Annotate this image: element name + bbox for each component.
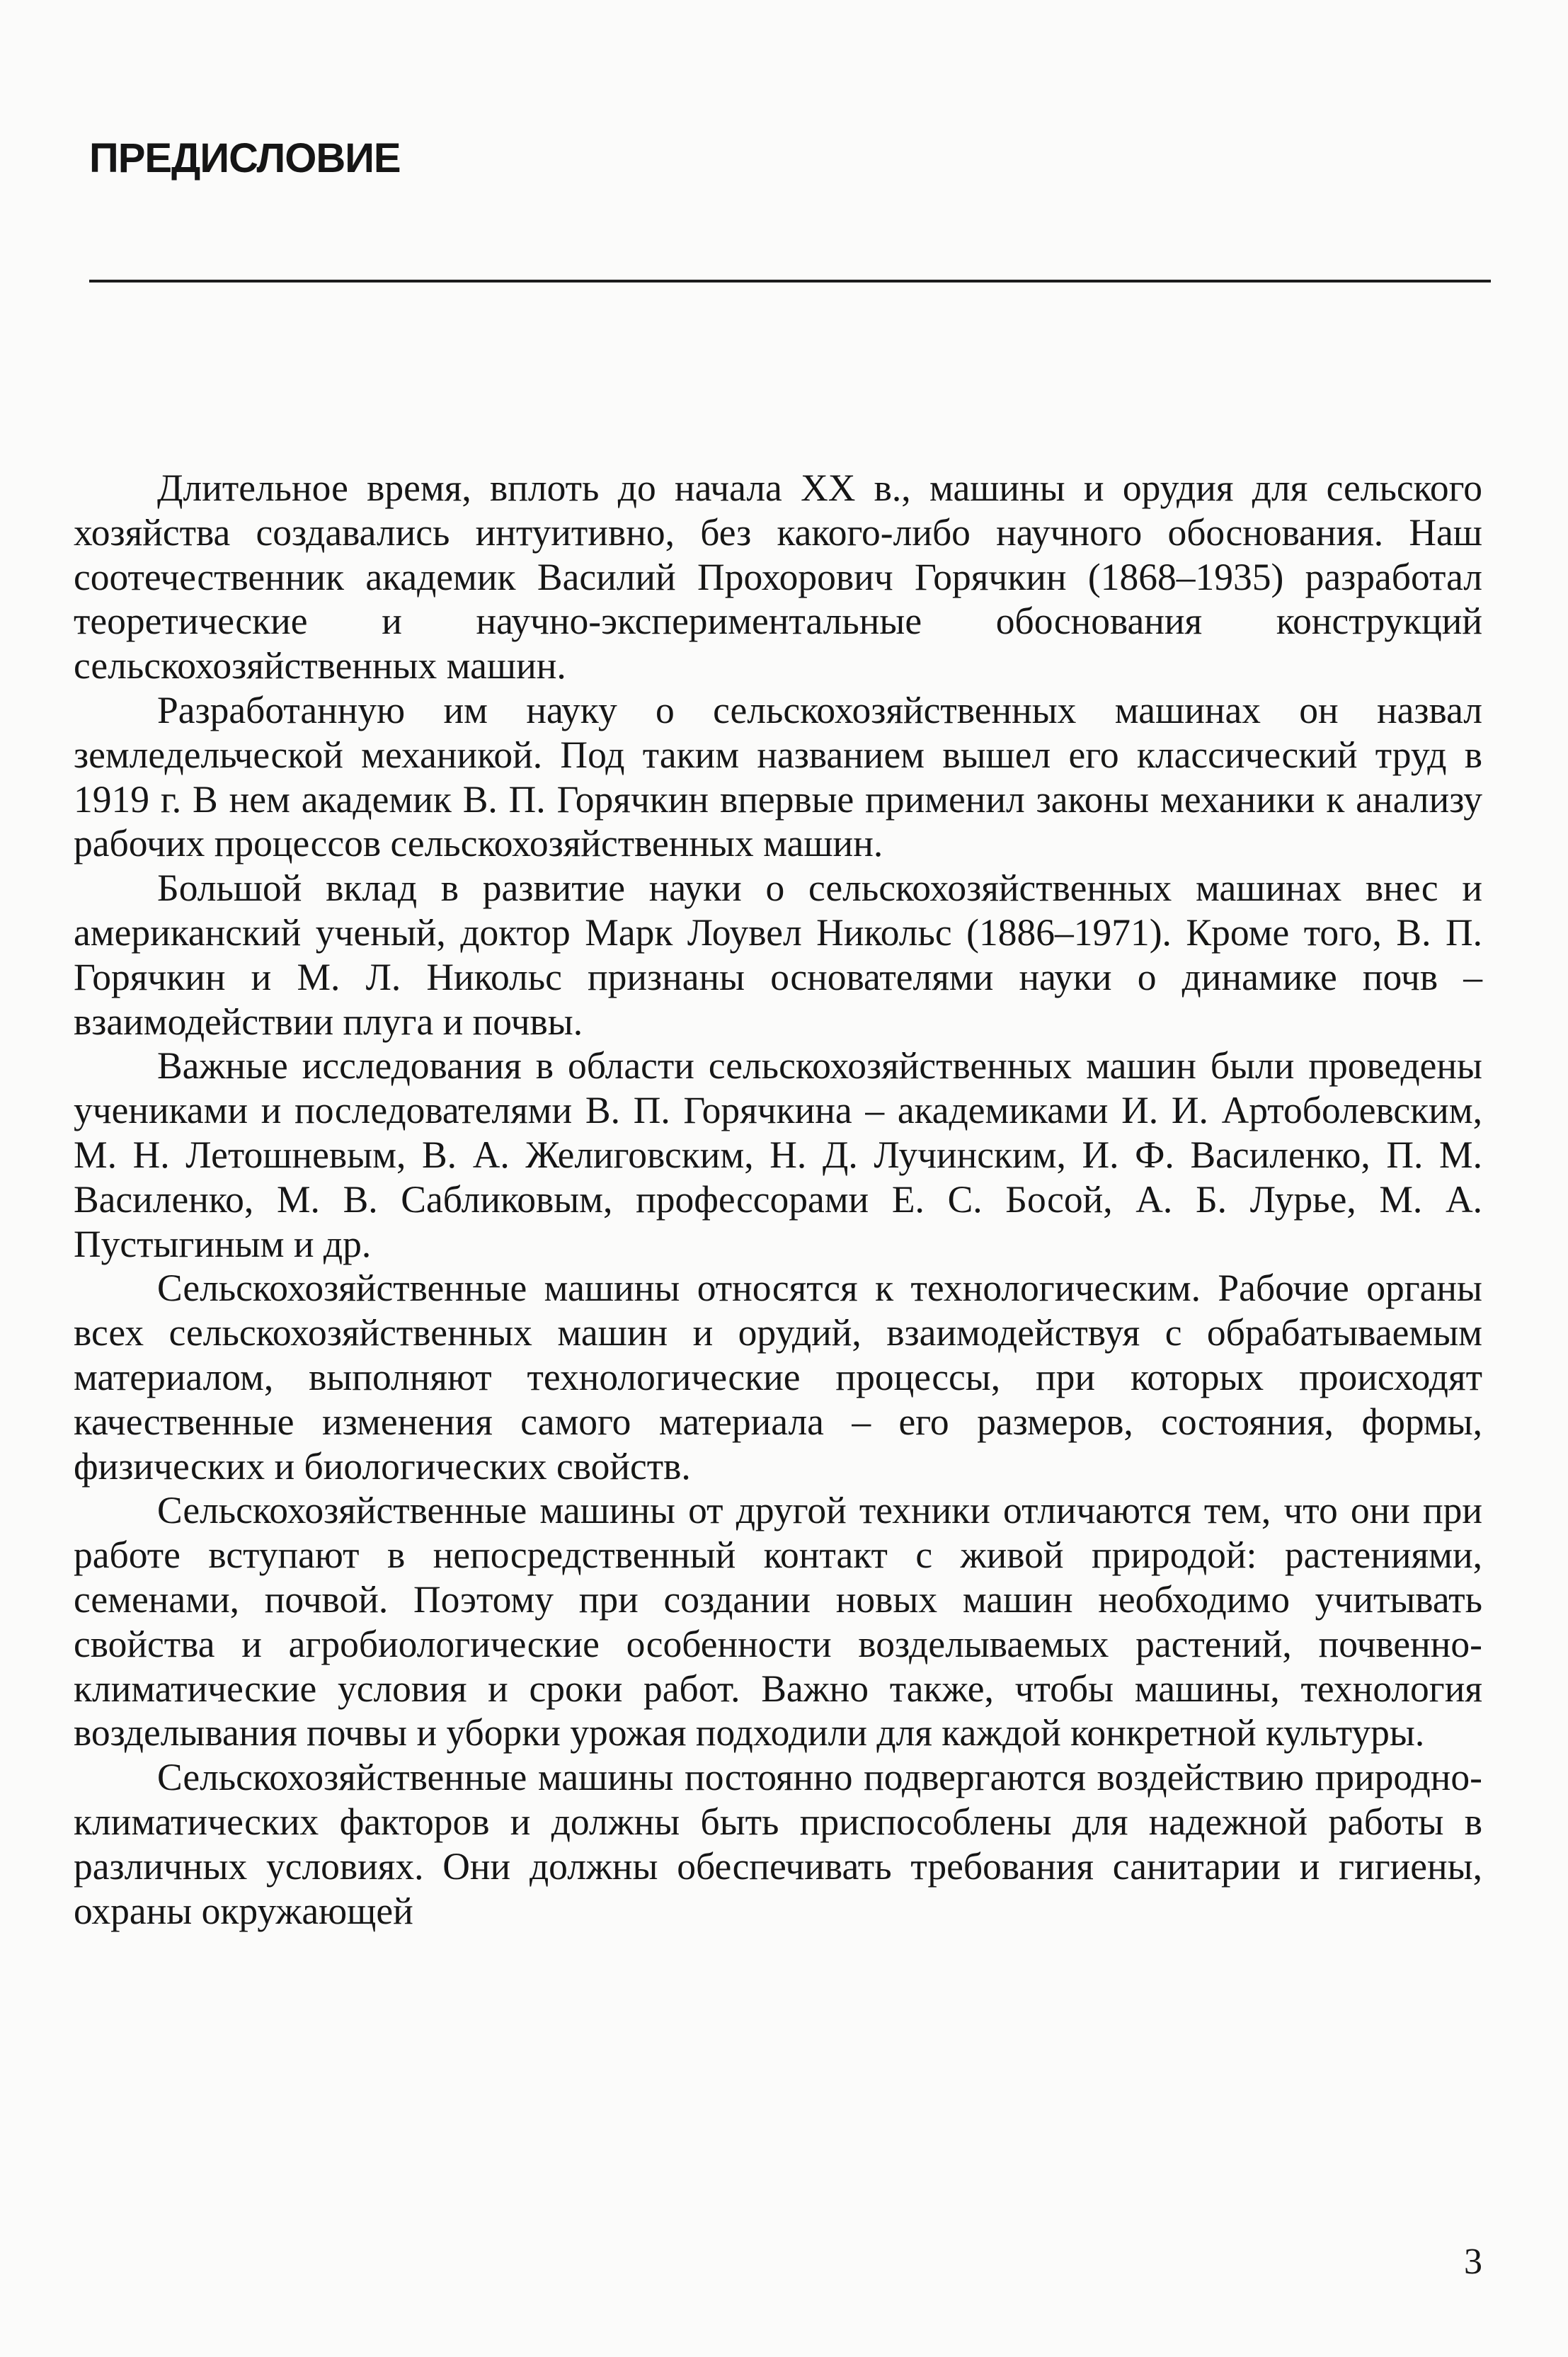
page-number: 3 (1464, 2242, 1482, 2282)
paragraph-2: Разработанную им науку о сельскохозяйственных машинах он назвал земледельческой механикой. Под таким названием вышел его классический труд в 1919 г. В нем академик В. П. Горячкин впервые применил законы механики к анализу рабочих процессов сельскохозяйственных машин. (74, 688, 1482, 865)
page-title: ПРЕДИСЛОВИЕ (89, 135, 401, 181)
paragraph-7: Сельскохозяйственные машины постоянно подвергаются воздействию природно-климатических факторов и должны быть приспособлены для надежной работы в различных условиях. Они должны обеспечивать требования санитарии и гигиены, охраны окружающей (74, 1756, 1482, 1932)
heading-divider (89, 280, 1491, 283)
paragraph-4: Важные исследования в области сельскохозяйственных машин были проведены учениками и последователями В. П. Горячкина – академиками И. И. Артоболевским, М. Н. Летошневым, В. А. Желиговским, Н. Д. Лучинским, И. Ф. Василенко, П. М. Василенко, М. В. Сабликовым, профессорами Е. С. Босой, А. Б. Лурье, М. А. Пустыгиным и др. (74, 1044, 1482, 1265)
paragraph-3: Большой вклад в развитие науки о сельскохозяйственных машинах внес и американский ученый, доктор Марк Лоувел Никольс (1886–1971). Кроме того, В. П. Горячкин и М. Л. Никольс признаны основателями науки о динамике почв – взаимодействии плуга и почвы. (74, 867, 1482, 1043)
paragraph-1: Длительное время, вплоть до начала XX в., машины и орудия для сельского хозяйства создавались интуитивно, без какого-либо научного обоснования. Наш соотечественник академик Василий Прохорович Горячкин (1868–1935) разработал теоретические и научно-экспериментальные обоснования конструкций сельскохозяйственных машин. (74, 467, 1482, 687)
body-text (74, 466, 1482, 1933)
paragraph-6: Сельскохозяйственные машины от другой техники отличаются тем, что они при работе вступают в непосредственный контакт с живой природой: растениями, семенами, почвой. Поэтому при создании новых машин необходимо учитывать свойства и агробиологические особенности возделываемых растений, почвенно-климатические условия и сроки работ. Важно также, чтобы машины, технология возделывания почвы и уборки урожая подходили для каждой конкретной культуры. (74, 1489, 1482, 1754)
paragraph-5: Сельскохозяйственные машины относятся к технологическим. Рабочие органы всех сельскохозяйственных машин и орудий, взаимодействуя с обрабатываемым материалом, выполняют технологические процессы, при которых происходят качественные изменения самого материала – его размеров, состояния, формы, физических и биологических свойств. (74, 1267, 1482, 1488)
